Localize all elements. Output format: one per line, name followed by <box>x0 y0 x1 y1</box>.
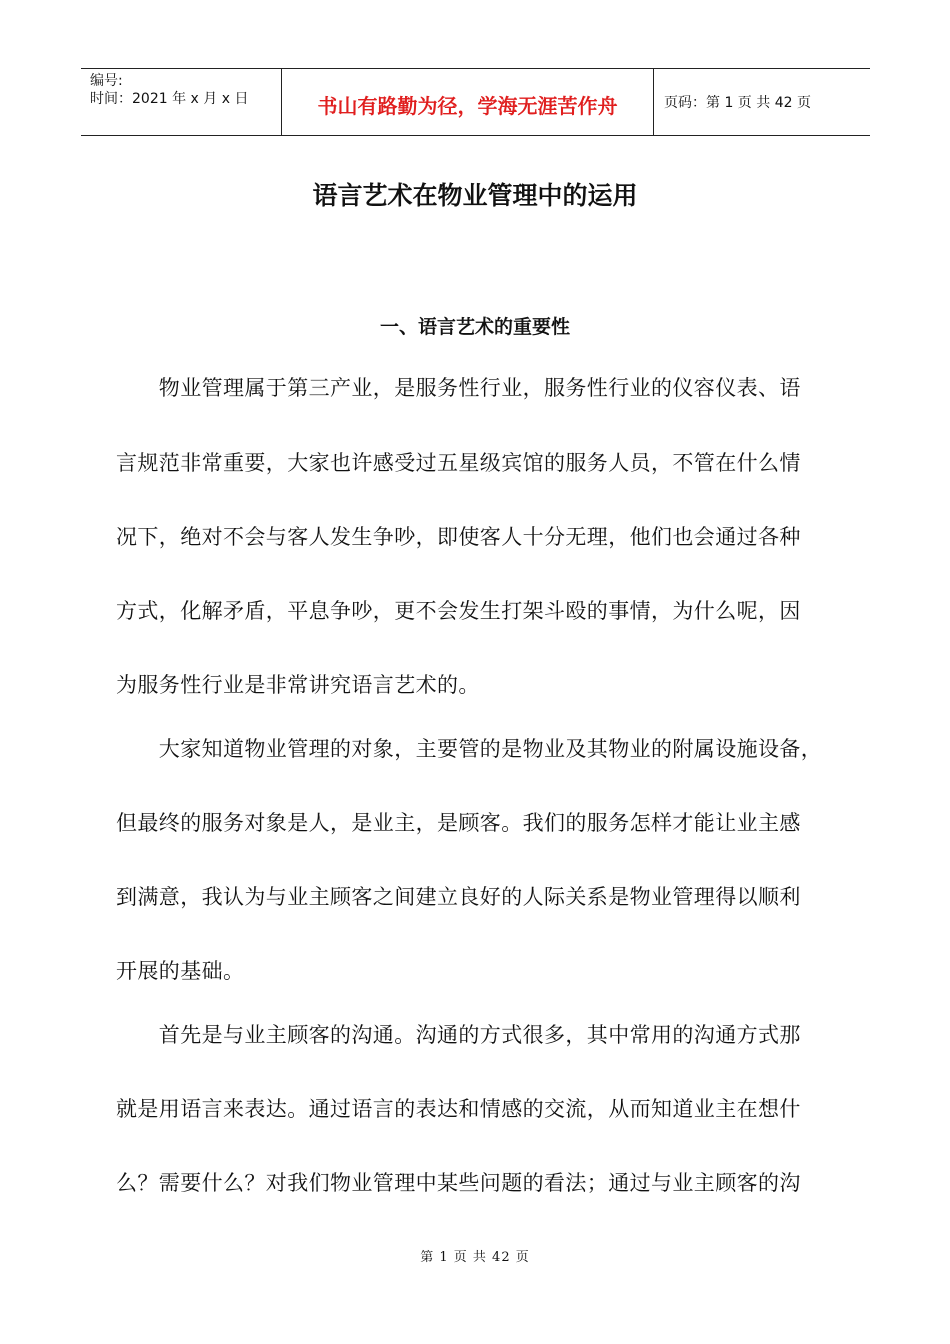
header-motto-cell <box>282 69 654 135</box>
body-line: 开展的基础。 <box>116 959 245 983</box>
header-meta-cell <box>81 69 282 135</box>
body-line: 物业管理属于第三产业，是服务性行业，服务性行业的仪容仪表、语 <box>116 376 801 400</box>
body-line: 但最终的服务对象是人，是业主，是顾客。我们的服务怎样才能让业主感 <box>116 811 801 835</box>
body-line: 首先是与业主顾客的沟通。沟通的方式很多，其中常用的沟通方式那 <box>116 1023 801 1047</box>
header-page-cell <box>654 69 870 135</box>
body-line: 到满意，我认为与业主顾客之间建立良好的人际关系是物业管理得以顺利 <box>116 885 801 909</box>
header-table <box>81 68 870 136</box>
page-info: 页码：第 1 页 共 42 页 <box>664 95 811 111</box>
body-line: 言规范非常重要，大家也许感受过五星级宾馆的服务人员，不管在什么情 <box>116 451 801 475</box>
body-line: 么？需要什么？对我们物业管理中某些问题的看法；通过与业主顾客的沟 <box>116 1171 801 1195</box>
body-line: 为服务性行业是非常讲究语言艺术的。 <box>116 673 480 697</box>
motto-text: 书山有路勤为径，学海无涯苦作舟 <box>317 93 618 118</box>
document-title: 语言艺术在物业管理中的运用 <box>312 181 638 210</box>
section-heading: 一、语言艺术的重要性 <box>379 316 570 338</box>
body-line: 方式，化解矛盾，平息争吵，更不会发生打架斗殴的事情，为什么呢，因 <box>116 599 801 623</box>
body-line: 况下，绝对不会与客人发生争吵，即使客人十分无理，他们也会通过各种 <box>116 525 801 549</box>
body-line: 大家知道物业管理的对象，主要管的是物业及其物业的附属设施设备， <box>116 737 823 761</box>
body-line: 就是用语言来表达。通过语言的表达和情感的交流，从而知道业主在想什 <box>116 1097 801 1121</box>
time-label: 时间：2021 年 x 月 x 日 <box>90 91 249 107</box>
number-label: 编号: <box>90 73 123 89</box>
page-footer: 第 1 页 共 42 页 <box>420 1250 530 1265</box>
